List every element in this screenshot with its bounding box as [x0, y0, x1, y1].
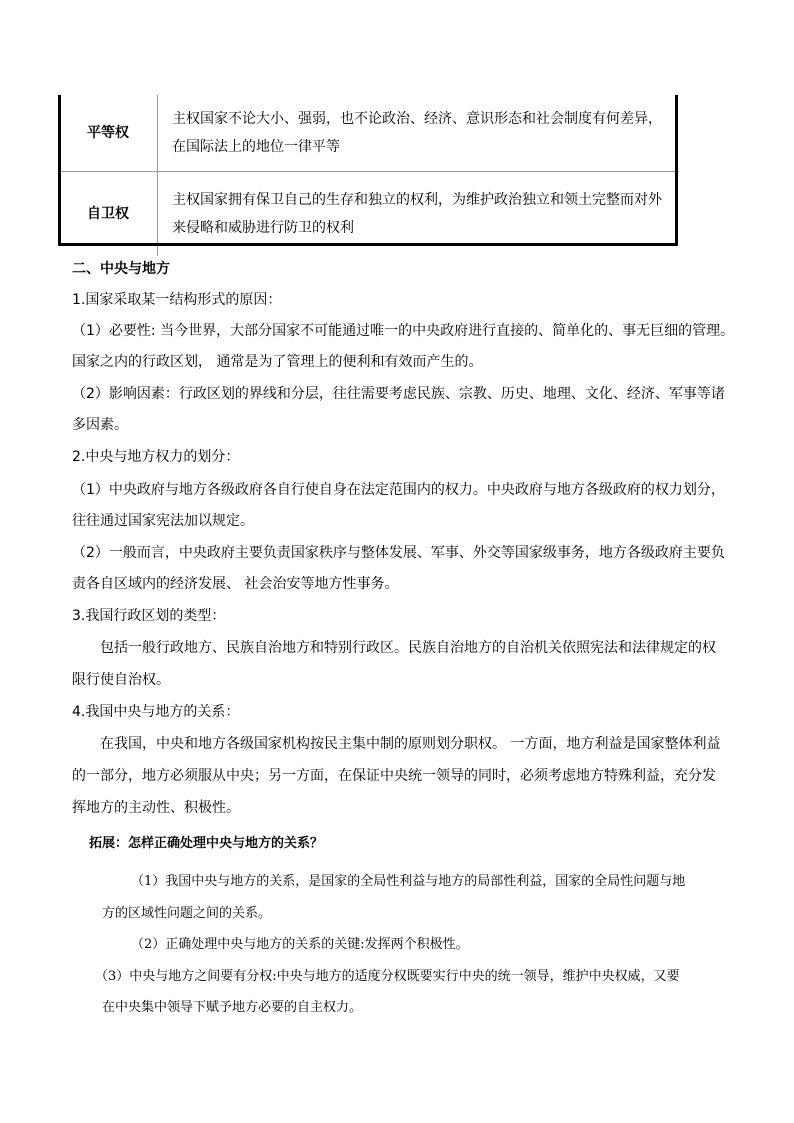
extension-title: 拓展：怎样正确处理中央与地方的关系？ — [89, 836, 324, 851]
paragraph-line: 责各自区域内的经济发展、 社会治安等地方性事务。 — [72, 576, 399, 592]
right-name: 自卫权 — [59, 172, 158, 257]
paragraph-line: 的一部分，地方必须服从中央；另一方面，在保证中央统一领导的同时，必须考虑地方特殊利益，充分发 — [72, 768, 716, 784]
paragraph-line: （1）中央政府与地方各级政府各自行使自身在法定范围内的权力。中央政府与地方各级政府的权力划分， — [72, 482, 725, 498]
paragraph-line: （2）影响因素：行政区划的界线和分层，往往需要考虑民族、宗教、历史、地理、文化、经济、军事等诸 — [72, 386, 725, 402]
paragraph-title: 3.我国行政区划的类型： — [72, 608, 226, 624]
extension-line: （2）正确处理中央与地方的关系的关键:发挥两个积极性。 — [131, 937, 469, 952]
paragraph-line: 包括一般行政地方、民族自治地方和特别行政区。民族自治地方的自治机关依照宪法和法律规定的权 — [100, 640, 716, 656]
paragraph-line: （2）一般而言，中央政府主要负责国家秩序与整体发展、军事、外交等国家级事务，地方各级政府主要负 — [72, 545, 725, 561]
right-name: 平等权 — [59, 95, 158, 172]
paragraph-title: 1.国家采取某一结构形式的原因： — [72, 292, 282, 308]
extension-line: （3）中央与地方之间要有分权:中央与地方的适度分权既要实行中央的统一领导，维护中央权威，又要 — [95, 969, 680, 984]
table-row — [59, 172, 679, 257]
table-row — [59, 95, 679, 172]
paragraph-line: 往往通过国家宪法加以规定。 — [72, 513, 254, 529]
extension-line: 在中央集中领导下赋予地方必要的自主权力。 — [102, 1000, 363, 1015]
rights-table — [59, 95, 679, 256]
extension-line: （1）我国中央与地方的关系，是国家的全局性利益与地方的局部性利益，国家的全局性问题与地 — [131, 874, 686, 889]
paragraph-line: 限行使自治权。 — [72, 672, 170, 688]
section-heading: 二、中央与地方 — [72, 261, 170, 277]
right-description: 主权国家拥有保卫自己的生存和独立的权利，为维护政治独立和领土完整而对外 来侵略和威胁进行防卫的权利 — [172, 192, 662, 236]
paragraph-line: （1）必要性: 当今世界，大部分国家不可能通过唯一的中央政府进行直接的、简单化的、事无巨细的管理。 — [72, 323, 735, 339]
right-description: 主权国家不论大小、强弱，也不论政治、经济、意识形态和社会制度有何差异， 在国际法上的地位一律平等 — [158, 95, 680, 172]
paragraph-title: 4.我国中央与地方的关系： — [72, 704, 240, 720]
paragraph-line: 多因素。 — [72, 417, 128, 433]
extension-line: 方的区域性问题之间的关系。 — [102, 906, 272, 921]
paragraph-line: 在我国，中央和地方各级国家机构按民主集中制的原则划分职权。 一方面，地方利益是国家整体利益 — [100, 736, 721, 752]
paragraph-line: 国家之内的行政区划， 通常是为了管理上的便利和有效而产生的。 — [72, 354, 483, 370]
paragraph-title: 2.中央与地方权力的划分： — [72, 449, 240, 465]
paragraph-line: 挥地方的主动性、积极性。 — [72, 800, 240, 816]
